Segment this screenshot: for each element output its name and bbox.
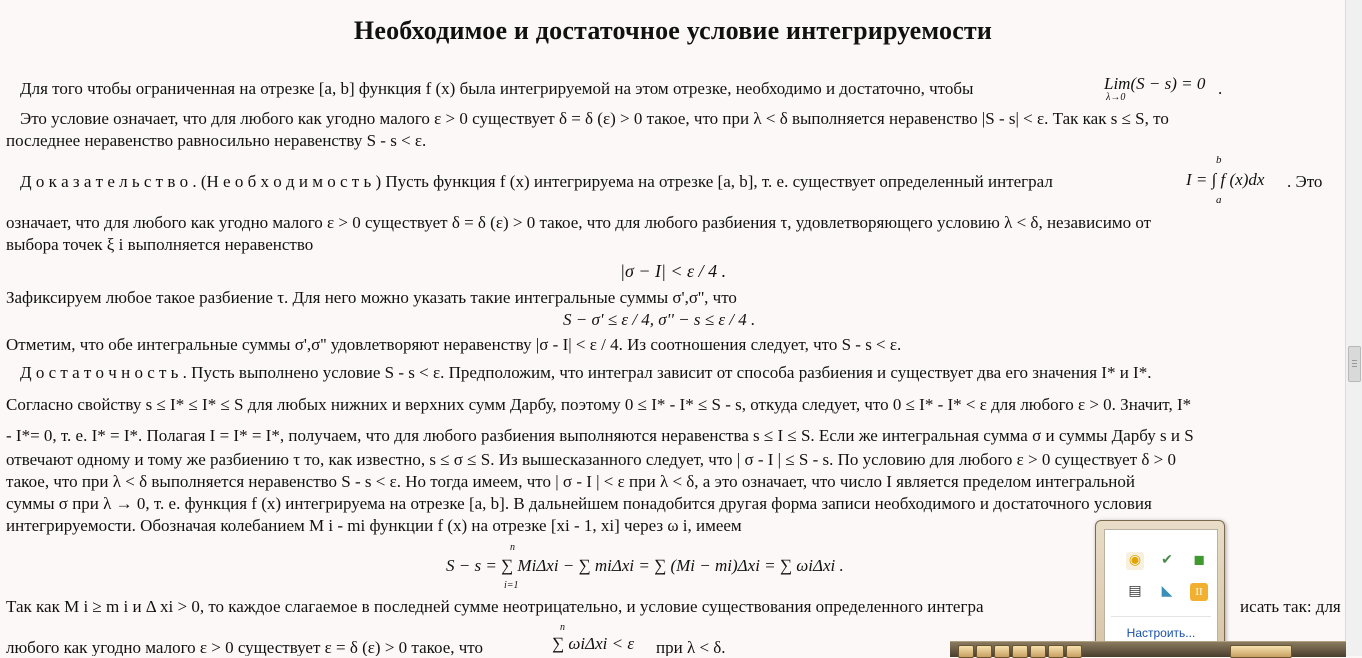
- taskbar-button[interactable]: [1030, 645, 1046, 658]
- limit-formula-text: Lim(S − s) = 0: [1104, 74, 1206, 93]
- taskbar-button[interactable]: [994, 645, 1010, 658]
- paragraph-line: означает, что для любого как угодно малого ε > 0 существует δ = δ (ε) > 0 такое, что для любого разбиения τ, удовлетворяющего условию λ < δ, независимо от: [6, 213, 1152, 232]
- integral-upper-limit: b: [1216, 154, 1222, 166]
- inequality-formula-2: S − σ' ≤ ε / 4, σ'' − s ≤ ε / 4 .: [563, 310, 756, 329]
- scrollbar-thumb[interactable]: [1348, 346, 1361, 382]
- paragraph-line: при λ < δ.: [656, 638, 726, 656]
- sum-formula-text: S − s = ∑ MiΔxi − ∑ miΔxi = ∑ (Mi − mi)Δxi = ∑ ωiΔxi .: [446, 556, 844, 575]
- nvidia-icon[interactable]: ◼: [1193, 553, 1205, 568]
- media-icon[interactable]: ▤: [1128, 584, 1142, 599]
- paragraph-line: такое, что при λ < δ выполняется неравенство S - s < ε. Но тогда имеем, что | σ - I | < ε при λ < δ, а это означает, что число I является пределом интегральной: [6, 472, 1135, 491]
- taskbar-button[interactable]: [1048, 645, 1064, 658]
- integral-lower-limit: a: [1216, 194, 1222, 206]
- shield-check-icon[interactable]: ✔: [1161, 553, 1173, 568]
- integral-formula: [1186, 154, 1265, 206]
- limit-formula: [1104, 74, 1206, 103]
- paragraph-line: .: [1218, 79, 1223, 98]
- taskbar-button[interactable]: [1012, 645, 1028, 658]
- paragraph-line: выбора точек ξ i выполняется неравенство: [6, 235, 314, 254]
- customize-link[interactable]: Настроить...: [1126, 626, 1196, 640]
- network-icon[interactable]: ◣: [1161, 584, 1173, 599]
- taskbar-button[interactable]: [976, 645, 992, 658]
- epsilon-sum-formula: [552, 622, 635, 654]
- sum-upper-index: n: [510, 542, 515, 553]
- integral-formula-text: I = ∫ f (x)dx: [1186, 170, 1265, 189]
- paragraph-line: последнее неравенство равносильно неравенству S - s < ε.: [6, 131, 427, 150]
- grip-line: [1352, 360, 1357, 361]
- paragraph-line: исать так: для: [1240, 597, 1341, 616]
- limit-subscript: λ→0: [1106, 92, 1126, 103]
- tray-overflow-popup: [1095, 520, 1225, 649]
- paragraph-line: Отметим, что обе интегральные суммы σ',σ'' удовлетворяют неравенству |σ - I| < ε / 4. Из соотношения следует, что S - s < ε.: [6, 335, 902, 354]
- taskbar-strip: [950, 641, 1346, 657]
- paragraph-line: . Это: [1287, 172, 1323, 191]
- update-icon[interactable]: ◉: [1126, 552, 1144, 570]
- sum-lower-index: i=1: [504, 580, 519, 591]
- epsilon-sum-upper-index: n: [560, 622, 565, 633]
- paragraph-line: любого как угодно малого ε > 0 существует ε = δ (ε) > 0 такое, что: [6, 638, 484, 656]
- paragraph-line: Д о к а з а т е л ь с т в о . (Н е о б х о д и м о с т ь ) Пусть функция f (x) интегрируема на отрезке [a, b], т. е. существует определенный интеграл: [20, 172, 1053, 191]
- sum-formula: [446, 542, 844, 591]
- grip-line: [1352, 363, 1357, 364]
- grip-line: [1352, 366, 1357, 367]
- paragraph-line: Так как M i ≥ m i и Δ xi > 0, то каждое слагаемое в последней сумме неотрицательно, и условие существования определенного интегра: [6, 597, 984, 616]
- taskbar-button[interactable]: [1230, 645, 1292, 658]
- paragraph-line: Согласно свойству s ≤ I* ≤ I* ≤ S для любых нижних и верхних сумм Дарбу, поэтому 0 ≤ I* - I* ≤ S - s, откуда следует, что 0 ≤ I* - I* < ε для любого ε > 0. Значит, I*: [6, 395, 1192, 414]
- paragraph-line: Д о с т а т о ч н о с т ь . Пусть выполнено условие S - s < ε. Предположим, что интеграл зависит от способа разбиения и существует два его значения I* и I*.: [20, 363, 1152, 382]
- vertical-scrollbar[interactable]: [1345, 0, 1362, 656]
- paragraph-line: суммы σ при λ → 0, т. е. функция f (x) интегрируема на отрезке [a, b]. В дальнейшем понадобится другая форма записи необходимого и достаточного условия: [6, 494, 1152, 513]
- epsilon-sum-formula-text: ∑ ωiΔxi < ε: [552, 634, 635, 653]
- paragraph-line: Это условие означает, что для любого как угодно малого ε > 0 существует δ = δ (ε) > 0 такое, что при λ < δ выполняется неравенство |S - s| < ε. Так как s ≤ S, то: [20, 109, 1169, 128]
- tray-icon-panel: [1104, 529, 1218, 642]
- paragraph-line: - I*= 0, т. е. I* = I*. Полагая I = I* = I*, получаем, что для любого разбиения выполняются неравенства s ≤ I ≤ S. Если же интегральная сумма σ и суммы Дарбу s и S: [6, 426, 1194, 445]
- paragraph-line: Зафиксируем любое такое разбиение τ. Для него можно указать такие интегральные суммы σ',σ'', что: [6, 288, 737, 307]
- page-title: Необходимое и достаточное условие интегрируемости: [353, 16, 993, 45]
- taskbar-button[interactable]: [958, 645, 974, 658]
- paragraph-line: интегрируемости. Обозначая колебанием M i - mi функции f (x) на отрезке [xi - 1, xi] через ω i, имеем: [6, 516, 742, 535]
- pause-icon[interactable]: II: [1190, 583, 1208, 601]
- paragraph-line: Для того чтобы ограниченная на отрезке [a, b] функция f (x) была интегрируемой на этом отрезке, необходимо и достаточно, чтобы: [20, 79, 974, 98]
- taskbar-button[interactable]: [1066, 645, 1082, 658]
- divider: [1111, 616, 1211, 617]
- paragraph-line: отвечают одному и тому же разбиению τ то, как известно, s ≤ σ ≤ S. Из вышесказанного следует, что | σ - I | ≤ S - s. По условию для любого ε > 0 существует δ > 0: [6, 450, 1176, 469]
- inequality-formula-1: |σ − I| < ε / 4 .: [620, 261, 727, 281]
